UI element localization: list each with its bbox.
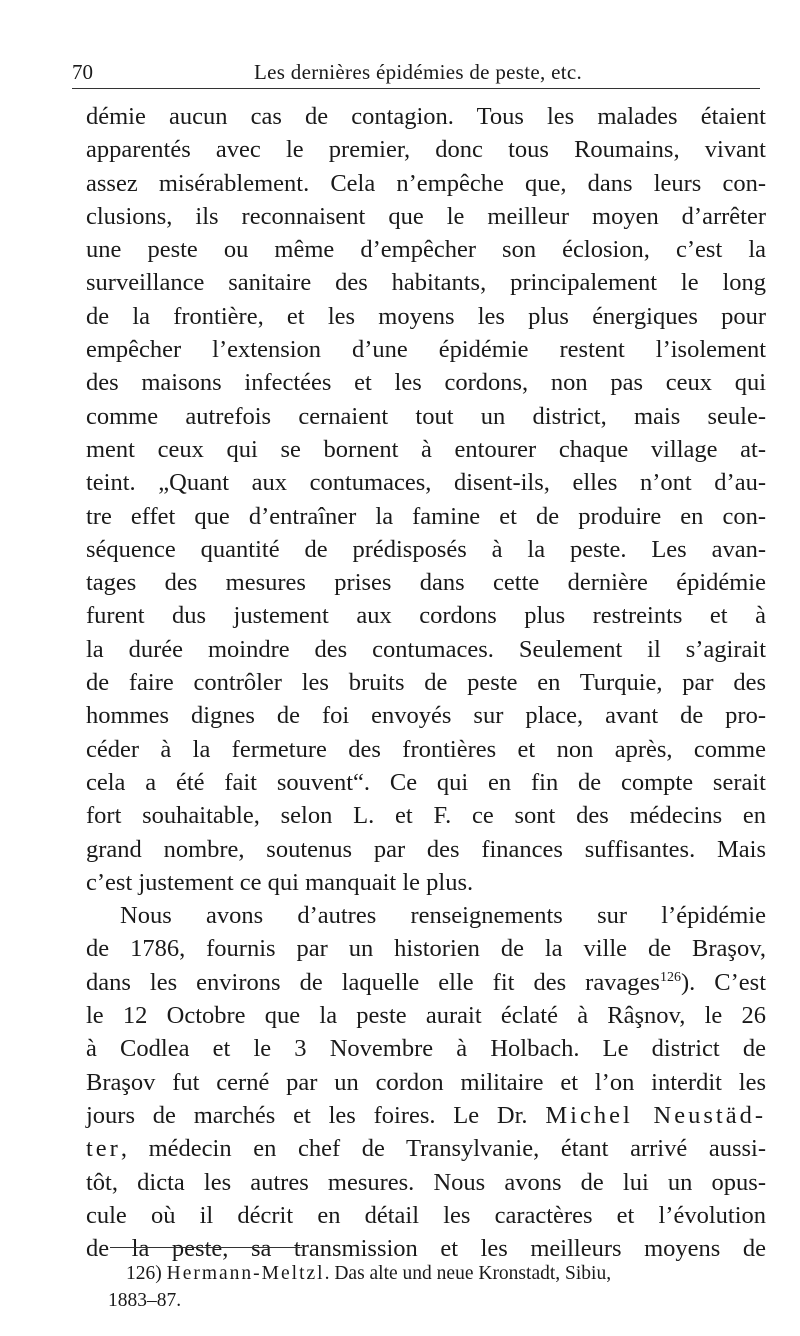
footnote-pages: 1883–87. (108, 1290, 182, 1311)
text-line: une peste ou même d’empêcher son éclosion, c’est la (86, 236, 766, 264)
footnote-line (108, 1260, 768, 1287)
page-header (72, 58, 760, 89)
text-line-with-footnote-ref (86, 966, 766, 999)
text-line: empêcher l’extension d’une épidémie restent l’isolement (86, 336, 766, 364)
footnote-author: Hermann-Meltzl (166, 1263, 325, 1284)
text-line: teint. „Quant aux contumaces, disent-ils, elles n’ont d’au- (86, 469, 766, 497)
text-line: furent dus justement aux cordons plus restreints et à (86, 602, 766, 630)
text-line: surveillance sanitaire des habitants, principalement le long (86, 269, 766, 297)
text-segment: jours de marchés et les foires. Le Dr. (86, 1101, 528, 1129)
text-line: de 1786, fournis par un historien de la ville de Braşov, (86, 935, 766, 963)
text-line: fort souhaitable, selon L. et F. ce sont des médecins en (86, 802, 766, 830)
text-line: de la peste, sa transmission et les meilleurs moyens de (86, 1235, 766, 1263)
text-line: cela a été fait souvent“. Ce qui en fin de compte serait (86, 768, 766, 796)
text-segment: ). C’est (680, 968, 767, 996)
person-name: ter (86, 1135, 121, 1163)
text-line: séquence quantité de prédisposés à la peste. Les avan- (86, 535, 766, 563)
text-line: Braşov fut cerné par un cordon militaire et l’on interdit les (86, 1068, 766, 1096)
text-line: tôt, dicta les autres mesures. Nous avons de lui un opus- (86, 1168, 766, 1196)
text-line: grand nombre, soutenus par des finances suffisantes. Mais (86, 835, 766, 863)
text-line: cule où il décrit en détail les caractères et l’évolution (86, 1201, 766, 1229)
text-line: Nous avons d’autres renseignements sur l’épidémie (120, 902, 766, 930)
text-line: à Codlea et le 3 Novembre à Holbach. Le district de (86, 1035, 766, 1063)
page-number: 70 (72, 60, 93, 84)
text-segment: , médecin en chef de Transylvanie, étant arrivé aussi- (120, 1135, 766, 1163)
text-line-with-name (86, 1099, 766, 1132)
text-segment: dans les environs de laquelle elle fit des ravages (86, 968, 660, 996)
person-name: Michel Neustäd- (545, 1101, 766, 1129)
running-title: Les dernières épidémies de peste, etc. (254, 60, 583, 84)
text-line: le 12 Octobre que la peste aurait éclaté à Râşnov, le 26 (86, 1002, 766, 1030)
footnote-divider (110, 1247, 302, 1248)
text-line: assez misérablement. Cela n’empêche que, dans leurs con- (86, 169, 766, 197)
text-line: des maisons infectées et les cordons, non pas ceux qui (86, 369, 766, 397)
text-line: tre effet que d’entraîner la famine et de produire en con- (86, 502, 766, 530)
text-line: de la frontière, et les moyens les plus énergiques pour (86, 302, 766, 330)
text-line: la durée moindre des contumaces. Seulement il s’agirait (86, 635, 766, 663)
footnote-reference: 126 (659, 969, 681, 985)
text-line: c’est justement ce qui manquait le plus. (86, 868, 474, 896)
text-line: céder à la fermeture des frontières et non après, comme (86, 735, 766, 763)
text-line: hommes dignes de foi envoyés sur place, avant de pro- (86, 702, 766, 730)
footnote-number: 126) (126, 1263, 162, 1284)
text-line-with-name (86, 1132, 766, 1165)
text-line: clusions, ils reconnaisent que le meilleur moyen d’arrêter (86, 202, 766, 230)
text-line: démie aucun cas de contagion. Tous les malades étaient (86, 103, 766, 130)
text-line: de faire contrôler les bruits de peste en Turquie, par des (86, 669, 766, 697)
text-line: ment ceux qui se bornent à entourer chaque village at- (86, 435, 766, 463)
text-line: tages des mesures prises dans cette dernière épidémie (86, 569, 766, 597)
text-line: comme autrefois cernaient tout un district, mais seule- (86, 402, 766, 430)
footnote-text: . Das alte und neue Kronstadt, Sibiu, (324, 1263, 612, 1284)
text-line: apparentés avec le premier, donc tous Roumains, vivant (86, 136, 766, 164)
body-text (86, 100, 766, 1265)
footnote (108, 1260, 768, 1314)
